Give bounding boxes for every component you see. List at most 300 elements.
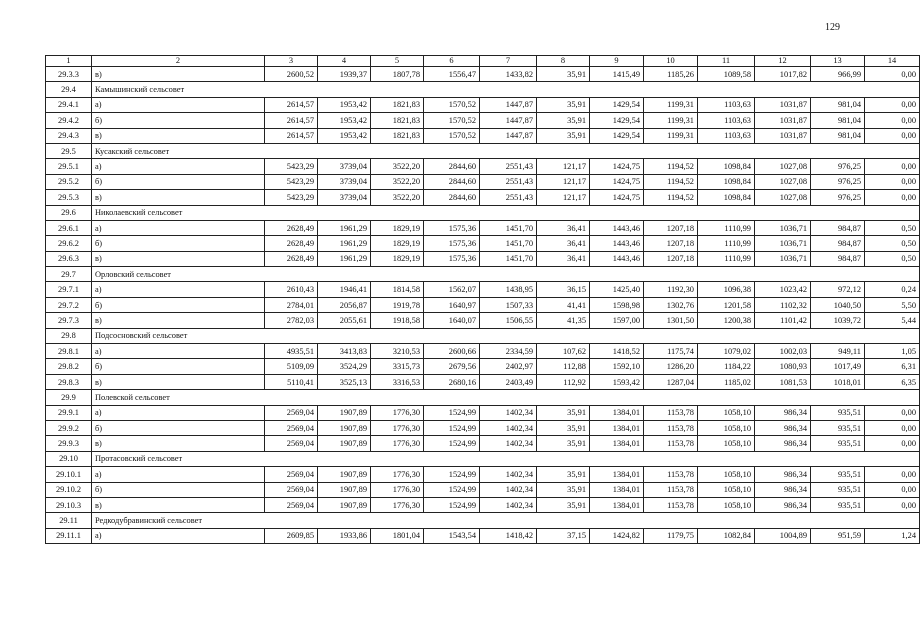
cell-value: 951,59 — [811, 528, 865, 543]
cell-value: 1402,34 — [480, 436, 537, 451]
cell-value: 1058,10 — [698, 420, 755, 435]
cell-value: 984,87 — [811, 251, 865, 266]
cell-value: 976,25 — [811, 174, 865, 189]
cell-value: 1506,55 — [480, 313, 537, 328]
row-code: 29.4.3 — [46, 128, 92, 143]
column-header: 2 — [92, 56, 265, 67]
cell-value: 1524,99 — [424, 482, 480, 497]
row-subitem: б) — [92, 359, 265, 374]
section-code: 29.10 — [46, 451, 92, 466]
cell-value: 5109,09 — [265, 359, 318, 374]
cell-value: 1110,99 — [698, 236, 755, 251]
cell-value: 1640,07 — [424, 313, 480, 328]
cell-value: 1058,10 — [698, 436, 755, 451]
row-code: 29.9.2 — [46, 420, 92, 435]
cell-value: 3522,20 — [371, 159, 424, 174]
cell-value: 5423,29 — [265, 159, 318, 174]
cell-value: 2569,04 — [265, 436, 318, 451]
cell-value: 35,91 — [537, 113, 590, 128]
cell-value: 1570,52 — [424, 97, 480, 112]
cell-value: 1801,04 — [371, 528, 424, 543]
cell-value: 1079,02 — [698, 344, 755, 359]
cell-value: 1031,87 — [755, 113, 811, 128]
cell-value: 2784,01 — [265, 297, 318, 312]
row-code: 29.9.3 — [46, 436, 92, 451]
table-row — [46, 297, 920, 312]
row-subitem: а) — [92, 405, 265, 420]
cell-value: 986,34 — [755, 436, 811, 451]
cell-value: 1451,70 — [480, 251, 537, 266]
cell-value: 986,34 — [755, 420, 811, 435]
row-code: 29.5.1 — [46, 159, 92, 174]
row-code: 29.3.3 — [46, 67, 92, 82]
column-header: 4 — [318, 56, 371, 67]
table-row — [46, 405, 920, 420]
cell-value: 1301,50 — [644, 313, 698, 328]
row-subitem: в) — [92, 497, 265, 512]
cell-value: 2628,49 — [265, 251, 318, 266]
cell-value: 2609,85 — [265, 528, 318, 543]
cell-value: 35,91 — [537, 482, 590, 497]
section-row — [46, 205, 920, 220]
cell-value: 1443,46 — [590, 251, 644, 266]
row-code: 29.8.2 — [46, 359, 92, 374]
row-code: 29.10.3 — [46, 497, 92, 512]
cell-value: 1023,42 — [755, 282, 811, 297]
cell-value: 1556,47 — [424, 67, 480, 82]
cell-value: 1082,84 — [698, 528, 755, 543]
cell-value: 1384,01 — [590, 482, 644, 497]
column-header: 11 — [698, 56, 755, 67]
cell-value: 1384,01 — [590, 420, 644, 435]
cell-value: 986,34 — [755, 497, 811, 512]
row-subitem: б) — [92, 297, 265, 312]
column-header: 5 — [371, 56, 424, 67]
table-row — [46, 128, 920, 143]
cell-value: 2614,57 — [265, 128, 318, 143]
cell-value: 2600,52 — [265, 67, 318, 82]
cell-value: 986,34 — [755, 467, 811, 482]
cell-value: 36,41 — [537, 251, 590, 266]
cell-value: 1429,54 — [590, 113, 644, 128]
column-header: 6 — [424, 56, 480, 67]
cell-value: 35,91 — [537, 436, 590, 451]
cell-value: 2614,57 — [265, 97, 318, 112]
cell-value: 5423,29 — [265, 190, 318, 205]
cell-value: 1776,30 — [371, 405, 424, 420]
cell-value: 36,41 — [537, 220, 590, 235]
cell-value: 1575,36 — [424, 251, 480, 266]
cell-value: 1058,10 — [698, 497, 755, 512]
cell-value: 1524,99 — [424, 436, 480, 451]
cell-value: 1425,40 — [590, 282, 644, 297]
table-row — [46, 344, 920, 359]
row-code: 29.7.1 — [46, 282, 92, 297]
cell-value: 3210,53 — [371, 344, 424, 359]
row-code: 29.11.1 — [46, 528, 92, 543]
cell-value: 1036,71 — [755, 251, 811, 266]
cell-value: 1036,71 — [755, 236, 811, 251]
cell-value: 984,87 — [811, 220, 865, 235]
cell-value: 1953,42 — [318, 97, 371, 112]
section-code: 29.9 — [46, 390, 92, 405]
cell-value: 1451,70 — [480, 220, 537, 235]
cell-value: 984,87 — [811, 236, 865, 251]
row-code: 29.7.2 — [46, 297, 92, 312]
cell-value: 1199,31 — [644, 113, 698, 128]
cell-value: 1829,19 — [371, 236, 424, 251]
cell-value: 1058,10 — [698, 467, 755, 482]
cell-value: 3525,13 — [318, 374, 371, 389]
cell-value: 1829,19 — [371, 251, 424, 266]
column-header: 7 — [480, 56, 537, 67]
cell-value: 1384,01 — [590, 436, 644, 451]
cell-value: 1575,36 — [424, 236, 480, 251]
row-subitem: а) — [92, 467, 265, 482]
cell-value: 41,35 — [537, 313, 590, 328]
cell-value: 1402,34 — [480, 405, 537, 420]
section-title: Подсосновский сельсовет — [92, 328, 920, 343]
column-header: 14 — [865, 56, 920, 67]
cell-value: 1017,49 — [811, 359, 865, 374]
cell-value: 5110,41 — [265, 374, 318, 389]
section-code: 29.7 — [46, 267, 92, 282]
row-subitem: а) — [92, 282, 265, 297]
cell-value: 1429,54 — [590, 128, 644, 143]
table-row — [46, 251, 920, 266]
column-header: 10 — [644, 56, 698, 67]
cell-value: 2334,59 — [480, 344, 537, 359]
tariff-table — [45, 55, 920, 544]
row-code: 29.8.1 — [46, 344, 92, 359]
cell-value: 0,50 — [865, 220, 920, 235]
cell-value: 1002,03 — [755, 344, 811, 359]
row-subitem: в) — [92, 313, 265, 328]
cell-value: 2610,43 — [265, 282, 318, 297]
cell-value: 36,41 — [537, 236, 590, 251]
cell-value: 2551,43 — [480, 174, 537, 189]
page-number: 129 — [825, 22, 840, 33]
cell-value: 1961,29 — [318, 220, 371, 235]
row-subitem: в) — [92, 436, 265, 451]
cell-value: 981,04 — [811, 128, 865, 143]
cell-value: 1185,26 — [644, 67, 698, 82]
cell-value: 107,62 — [537, 344, 590, 359]
cell-value: 1953,42 — [318, 128, 371, 143]
cell-value: 0,00 — [865, 113, 920, 128]
row-code: 29.9.1 — [46, 405, 92, 420]
cell-value: 1776,30 — [371, 497, 424, 512]
row-subitem: а) — [92, 344, 265, 359]
cell-value: 1207,18 — [644, 220, 698, 235]
row-subitem: в) — [92, 190, 265, 205]
table-header-row — [46, 56, 920, 67]
row-subitem: а) — [92, 528, 265, 543]
cell-value: 1081,53 — [755, 374, 811, 389]
cell-value: 935,51 — [811, 497, 865, 512]
cell-value: 37,15 — [537, 528, 590, 543]
cell-value: 0,00 — [865, 159, 920, 174]
row-code: 29.5.3 — [46, 190, 92, 205]
cell-value: 1907,89 — [318, 467, 371, 482]
cell-value: 2055,61 — [318, 313, 371, 328]
cell-value: 0,00 — [865, 405, 920, 420]
cell-value: 0,50 — [865, 251, 920, 266]
cell-value: 1103,63 — [698, 97, 755, 112]
table-row — [46, 282, 920, 297]
cell-value: 1200,38 — [698, 313, 755, 328]
cell-value: 1961,29 — [318, 251, 371, 266]
cell-value: 36,15 — [537, 282, 590, 297]
cell-value: 112,88 — [537, 359, 590, 374]
section-row — [46, 143, 920, 158]
column-header: 3 — [265, 56, 318, 67]
cell-value: 0,00 — [865, 174, 920, 189]
row-subitem: в) — [92, 374, 265, 389]
column-header: 9 — [590, 56, 644, 67]
cell-value: 3739,04 — [318, 159, 371, 174]
row-subitem: б) — [92, 174, 265, 189]
cell-value: 1207,18 — [644, 251, 698, 266]
cell-value: 3524,29 — [318, 359, 371, 374]
cell-value: 1175,74 — [644, 344, 698, 359]
cell-value: 1429,54 — [590, 97, 644, 112]
section-row — [46, 451, 920, 466]
cell-value: 1524,99 — [424, 467, 480, 482]
table-row — [46, 236, 920, 251]
cell-value: 1562,07 — [424, 282, 480, 297]
cell-value: 1961,29 — [318, 236, 371, 251]
cell-value: 0,00 — [865, 67, 920, 82]
cell-value: 1110,99 — [698, 251, 755, 266]
cell-value: 935,51 — [811, 467, 865, 482]
cell-value: 4935,51 — [265, 344, 318, 359]
cell-value: 1153,78 — [644, 467, 698, 482]
cell-value: 1933,86 — [318, 528, 371, 543]
table-row — [46, 174, 920, 189]
cell-value: 1153,78 — [644, 482, 698, 497]
section-title: Полевской сельсовет — [92, 390, 920, 405]
cell-value: 981,04 — [811, 113, 865, 128]
cell-value: 1776,30 — [371, 420, 424, 435]
cell-value: 0,00 — [865, 482, 920, 497]
table-row — [46, 528, 920, 543]
cell-value: 1907,89 — [318, 497, 371, 512]
table-row — [46, 220, 920, 235]
cell-value: 1089,58 — [698, 67, 755, 82]
cell-value: 1384,01 — [590, 467, 644, 482]
cell-value: 3522,20 — [371, 174, 424, 189]
cell-value: 1575,36 — [424, 220, 480, 235]
cell-value: 2600,66 — [424, 344, 480, 359]
cell-value: 1433,82 — [480, 67, 537, 82]
cell-value: 1153,78 — [644, 405, 698, 420]
cell-value: 121,17 — [537, 174, 590, 189]
cell-value: 1384,01 — [590, 405, 644, 420]
row-subitem: в) — [92, 128, 265, 143]
cell-value: 935,51 — [811, 482, 865, 497]
row-code: 29.10.1 — [46, 467, 92, 482]
cell-value: 1098,84 — [698, 159, 755, 174]
cell-value: 1207,18 — [644, 236, 698, 251]
cell-value: 121,17 — [537, 159, 590, 174]
column-header: 1 — [46, 56, 92, 67]
cell-value: 1907,89 — [318, 420, 371, 435]
cell-value: 1402,34 — [480, 497, 537, 512]
cell-value: 1946,41 — [318, 282, 371, 297]
cell-value: 1418,42 — [480, 528, 537, 543]
row-code: 29.7.3 — [46, 313, 92, 328]
section-title: Редкодубравинский сельсовет — [92, 513, 920, 528]
cell-value: 1424,75 — [590, 190, 644, 205]
cell-value: 3739,04 — [318, 190, 371, 205]
cell-value: 1153,78 — [644, 436, 698, 451]
row-code: 29.10.2 — [46, 482, 92, 497]
cell-value: 1402,34 — [480, 420, 537, 435]
cell-value: 935,51 — [811, 405, 865, 420]
cell-value: 1821,83 — [371, 113, 424, 128]
cell-value: 1418,52 — [590, 344, 644, 359]
cell-value: 35,91 — [537, 467, 590, 482]
cell-value: 1919,78 — [371, 297, 424, 312]
cell-value: 2569,04 — [265, 497, 318, 512]
cell-value: 1103,63 — [698, 113, 755, 128]
cell-value: 1103,63 — [698, 128, 755, 143]
cell-value: 1101,42 — [755, 313, 811, 328]
cell-value: 3739,04 — [318, 174, 371, 189]
cell-value: 1017,82 — [755, 67, 811, 82]
row-subitem: б) — [92, 420, 265, 435]
table-row — [46, 67, 920, 82]
table-row — [46, 359, 920, 374]
section-code: 29.4 — [46, 82, 92, 97]
cell-value: 0,00 — [865, 497, 920, 512]
table-row — [46, 313, 920, 328]
cell-value: 2844,60 — [424, 174, 480, 189]
column-header: 13 — [811, 56, 865, 67]
cell-value: 1598,98 — [590, 297, 644, 312]
cell-value: 1814,58 — [371, 282, 424, 297]
cell-value: 1194,52 — [644, 190, 698, 205]
cell-value: 5,50 — [865, 297, 920, 312]
cell-value: 1096,38 — [698, 282, 755, 297]
cell-value: 0,00 — [865, 420, 920, 435]
cell-value: 6,35 — [865, 374, 920, 389]
cell-value: 1031,87 — [755, 128, 811, 143]
cell-value: 1907,89 — [318, 405, 371, 420]
row-code: 29.4.2 — [46, 113, 92, 128]
cell-value: 1438,95 — [480, 282, 537, 297]
row-subitem: в) — [92, 67, 265, 82]
row-code: 29.5.2 — [46, 174, 92, 189]
row-subitem: б) — [92, 113, 265, 128]
cell-value: 1776,30 — [371, 436, 424, 451]
cell-value: 1447,87 — [480, 128, 537, 143]
cell-value: 35,91 — [537, 405, 590, 420]
section-code: 29.5 — [46, 143, 92, 158]
cell-value: 2614,57 — [265, 113, 318, 128]
cell-value: 1102,32 — [755, 297, 811, 312]
cell-value: 1080,93 — [755, 359, 811, 374]
section-title: Николаевский сельсовет — [92, 205, 920, 220]
table-body — [46, 67, 920, 544]
cell-value: 2569,04 — [265, 420, 318, 435]
cell-value: 1907,89 — [318, 436, 371, 451]
cell-value: 1597,00 — [590, 313, 644, 328]
cell-value: 35,91 — [537, 67, 590, 82]
cell-value: 1402,34 — [480, 482, 537, 497]
cell-value: 0,00 — [865, 128, 920, 143]
column-header: 8 — [537, 56, 590, 67]
section-row — [46, 513, 920, 528]
cell-value: 1443,46 — [590, 220, 644, 235]
cell-value: 1027,08 — [755, 159, 811, 174]
table-row — [46, 420, 920, 435]
table-row — [46, 374, 920, 389]
cell-value: 2402,97 — [480, 359, 537, 374]
cell-value: 2844,60 — [424, 190, 480, 205]
cell-value: 0,00 — [865, 190, 920, 205]
cell-value: 1443,46 — [590, 236, 644, 251]
row-subitem: б) — [92, 482, 265, 497]
cell-value: 1593,42 — [590, 374, 644, 389]
table-row — [46, 97, 920, 112]
cell-value: 1192,30 — [644, 282, 698, 297]
cell-value: 1776,30 — [371, 482, 424, 497]
cell-value: 935,51 — [811, 436, 865, 451]
cell-value: 0,00 — [865, 97, 920, 112]
cell-value: 1402,34 — [480, 467, 537, 482]
cell-value: 1424,75 — [590, 159, 644, 174]
section-code: 29.11 — [46, 513, 92, 528]
cell-value: 1199,31 — [644, 97, 698, 112]
section-row — [46, 267, 920, 282]
cell-value: 986,34 — [755, 405, 811, 420]
cell-value: 1570,52 — [424, 113, 480, 128]
row-subitem: в) — [92, 251, 265, 266]
cell-value: 35,91 — [537, 97, 590, 112]
cell-value: 981,04 — [811, 97, 865, 112]
cell-value: 1286,20 — [644, 359, 698, 374]
cell-value: 1447,87 — [480, 113, 537, 128]
section-title: Орловский сельсовет — [92, 267, 920, 282]
table-row — [46, 113, 920, 128]
cell-value: 2056,87 — [318, 297, 371, 312]
section-row — [46, 328, 920, 343]
cell-value: 41,41 — [537, 297, 590, 312]
cell-value: 1524,99 — [424, 497, 480, 512]
table-row — [46, 436, 920, 451]
cell-value: 1018,01 — [811, 374, 865, 389]
cell-value: 1027,08 — [755, 174, 811, 189]
cell-value: 0,50 — [865, 236, 920, 251]
cell-value: 1194,52 — [644, 159, 698, 174]
cell-value: 0,24 — [865, 282, 920, 297]
cell-value: 1,05 — [865, 344, 920, 359]
cell-value: 1821,83 — [371, 97, 424, 112]
cell-value: 2569,04 — [265, 467, 318, 482]
cell-value: 2403,49 — [480, 374, 537, 389]
cell-value: 1415,49 — [590, 67, 644, 82]
cell-value: 1287,04 — [644, 374, 698, 389]
cell-value: 1179,75 — [644, 528, 698, 543]
section-row — [46, 82, 920, 97]
cell-value: 112,92 — [537, 374, 590, 389]
cell-value: 35,91 — [537, 128, 590, 143]
cell-value: 1199,31 — [644, 128, 698, 143]
column-header: 12 — [755, 56, 811, 67]
cell-value: 2551,43 — [480, 159, 537, 174]
